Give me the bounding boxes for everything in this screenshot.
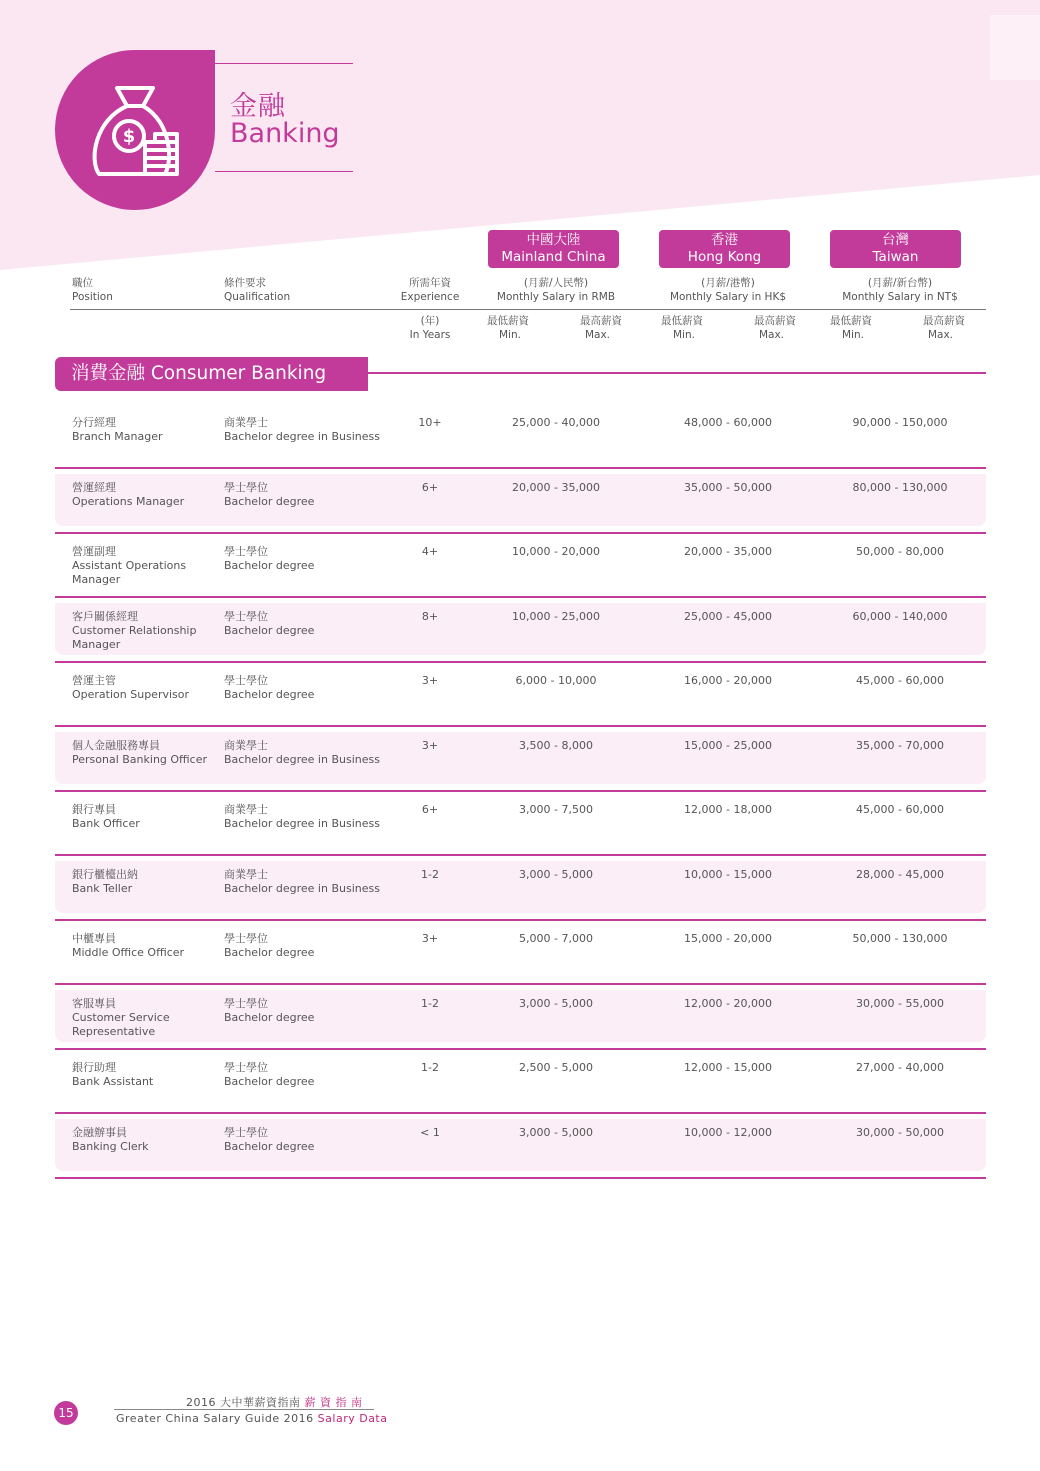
- salary-cn-cell: 5,000 - 7,000: [519, 932, 593, 945]
- salary-cn-cell: 3,000 - 5,000: [519, 997, 593, 1010]
- salary-tw-cell: 30,000 - 50,000: [856, 1126, 944, 1139]
- region-en: Mainland China: [501, 249, 606, 265]
- salary-tw-cell: 28,000 - 45,000: [856, 868, 944, 881]
- position-cell: 營運主管 Operation Supervisor: [72, 674, 190, 701]
- table-row: [55, 1049, 986, 1113]
- salary-cn-cell: 20,000 - 35,000: [512, 481, 600, 494]
- col-sub-cn-min: 最低薪資 Min.: [487, 315, 529, 341]
- region-en: Taiwan: [872, 249, 919, 265]
- footer-title-en: Greater China Salary Guide 2016 Salary Data: [116, 1412, 388, 1425]
- page-title-en: Banking: [230, 118, 340, 149]
- position-cell: 個人金融服務專員 Personal Banking Officer: [72, 739, 208, 766]
- salary-cn-cell: 10,000 - 20,000: [512, 545, 600, 558]
- position-cell: 營運經理 Operations Manager: [72, 481, 185, 508]
- qualification-cell: 學士學位 Bachelor degree: [224, 997, 315, 1024]
- experience-cell: 3+: [421, 932, 439, 945]
- experience-cell: 1-2: [421, 997, 439, 1010]
- position-cell: 銀行助理 Bank Assistant: [72, 1061, 154, 1088]
- col-sub-hk-min: 最低薪資 Min.: [661, 315, 703, 341]
- qualification-cell: 學士學位 Bachelor degree: [224, 1061, 315, 1088]
- table-row: [55, 533, 986, 597]
- salary-tw-cell: 90,000 - 150,000: [852, 416, 948, 429]
- row-divider: [55, 1177, 986, 1179]
- salary-tw-cell: 50,000 - 130,000: [852, 932, 948, 945]
- table-row: [55, 469, 986, 533]
- table-row: [55, 598, 986, 662]
- position-cell: 銀行專員 Bank Officer: [72, 803, 140, 830]
- table-row: [55, 985, 986, 1049]
- position-cell: 金融辦事員 Banking Clerk: [72, 1126, 149, 1153]
- salary-hk-cell: 15,000 - 20,000: [684, 932, 772, 945]
- salary-cn-cell: 6,000 - 10,000: [515, 674, 597, 687]
- salary-tw-cell: 45,000 - 60,000: [856, 674, 944, 687]
- position-cell: 營運副理 Assistant Operations Manager: [72, 545, 187, 586]
- salary-cn-cell: 10,000 - 25,000: [512, 610, 600, 623]
- footer-title-zh: 2016 大中華薪資指南 薪 資 指 南: [186, 1396, 363, 1409]
- experience-cell: 10+: [418, 416, 442, 429]
- col-header-experience: 所需年資 Experience: [400, 277, 460, 303]
- position-cell: 銀行櫃檯出納 Bank Teller: [72, 868, 138, 895]
- salary-cn-cell: 2,500 - 5,000: [519, 1061, 593, 1074]
- table-row: [55, 404, 986, 468]
- header-rule-top: [215, 63, 353, 64]
- salary-cn-cell: 3,500 - 8,000: [519, 739, 593, 752]
- salary-cn-cell: 25,000 - 40,000: [512, 416, 600, 429]
- experience-cell: 6+: [421, 803, 439, 816]
- salary-cn-cell: 3,000 - 5,000: [519, 868, 593, 881]
- salary-tw-cell: 27,000 - 40,000: [856, 1061, 944, 1074]
- qualification-cell: 商業學士 Bachelor degree in Business: [224, 416, 380, 443]
- experience-cell: < 1: [420, 1126, 440, 1139]
- qualification-cell: 學士學位 Bachelor degree: [224, 481, 315, 508]
- salary-tw-cell: 80,000 - 130,000: [852, 481, 948, 494]
- page-title-zh: 金融: [230, 91, 286, 122]
- region-zh: 香港: [711, 232, 738, 248]
- salary-hk-cell: 20,000 - 35,000: [684, 545, 772, 558]
- svg-text:$: $: [122, 126, 136, 147]
- table-row: [55, 1114, 986, 1178]
- region-en: Hong Kong: [687, 249, 762, 265]
- footer-rule: [114, 1409, 374, 1410]
- region-badge-mainland: [488, 230, 619, 268]
- col-header-salary-hk: (月薪/港幣) Monthly Salary in HK$: [669, 277, 787, 303]
- position-cell: 客戶關係經理 Customer Relationship Manager: [72, 610, 197, 651]
- header-rule-bottom: [215, 171, 353, 172]
- qualification-cell: 學士學位 Bachelor degree: [224, 610, 315, 637]
- salary-tw-cell: 45,000 - 60,000: [856, 803, 944, 816]
- table-row: [55, 727, 986, 791]
- experience-cell: 6+: [421, 481, 439, 494]
- col-sub-tw-max: 最高薪資 Max.: [923, 315, 965, 341]
- qualification-cell: 學士學位 Bachelor degree: [224, 545, 315, 572]
- qualification-cell: 商業學士 Bachelor degree in Business: [224, 803, 380, 830]
- salary-hk-cell: 35,000 - 50,000: [684, 481, 772, 494]
- salary-hk-cell: 10,000 - 15,000: [684, 868, 772, 881]
- experience-cell: 3+: [421, 739, 439, 752]
- salary-tw-cell: 50,000 - 80,000: [856, 545, 944, 558]
- qualification-cell: 商業學士 Bachelor degree in Business: [224, 868, 380, 895]
- salary-hk-cell: 12,000 - 18,000: [684, 803, 772, 816]
- region-badge-hongkong: [659, 230, 790, 268]
- salary-tw-cell: 35,000 - 70,000: [856, 739, 944, 752]
- experience-cell: 8+: [421, 610, 439, 623]
- salary-cn-cell: 3,000 - 7,500: [519, 803, 593, 816]
- experience-cell: 1-2: [421, 1061, 439, 1074]
- col-sub-cn-max: 最高薪資 Max.: [580, 315, 622, 341]
- experience-cell: 1-2: [421, 868, 439, 881]
- table-row: [55, 856, 986, 920]
- qualification-cell: 商業學士 Bachelor degree in Business: [224, 739, 380, 766]
- salary-hk-cell: 25,000 - 45,000: [684, 610, 772, 623]
- position-cell: 中櫃專員 Middle Office Officer: [72, 932, 185, 959]
- salary-hk-cell: 15,000 - 25,000: [684, 739, 772, 752]
- table-row: [55, 920, 986, 984]
- region-zh: 台灣: [882, 232, 909, 248]
- experience-cell: 4+: [421, 545, 439, 558]
- region-badge-taiwan: [830, 230, 961, 268]
- position-cell: 分行經理 Branch Manager: [72, 416, 163, 443]
- header-divider: [70, 309, 986, 310]
- col-sub-years: (年) In Years: [409, 315, 451, 341]
- page-number: 15: [54, 1401, 78, 1425]
- col-header-qualification: 條件要求 Qualification: [224, 277, 291, 303]
- col-header-salary-cn: (月薪/人民幣) Monthly Salary in RMB: [496, 277, 616, 303]
- experience-cell: 3+: [421, 674, 439, 687]
- qualification-cell: 學士學位 Bachelor degree: [224, 674, 315, 701]
- region-zh: 中國大陸: [526, 232, 581, 248]
- salary-tw-cell: 30,000 - 55,000: [856, 997, 944, 1010]
- salary-hk-cell: 12,000 - 20,000: [684, 997, 772, 1010]
- salary-hk-cell: 16,000 - 20,000: [684, 674, 772, 687]
- col-header-position: 職位 Position: [72, 277, 113, 303]
- position-cell: 客服專員 Customer Service Representative: [72, 997, 170, 1038]
- col-sub-tw-min: 最低薪資 Min.: [830, 315, 872, 341]
- salary-tw-cell: 60,000 - 140,000: [852, 610, 948, 623]
- qualification-cell: 學士學位 Bachelor degree: [224, 1126, 315, 1153]
- money-bag-icon: [55, 50, 215, 210]
- category-rule: [368, 372, 986, 374]
- salary-hk-cell: 10,000 - 12,000: [684, 1126, 772, 1139]
- col-sub-hk-max: 最高薪資 Max.: [754, 315, 796, 341]
- salary-hk-cell: 48,000 - 60,000: [684, 416, 772, 429]
- table-row: [55, 791, 986, 855]
- qualification-cell: 學士學位 Bachelor degree: [224, 932, 315, 959]
- category-consumer-banking: 消費金融 Consumer Banking: [55, 357, 368, 391]
- salary-cn-cell: 3,000 - 5,000: [519, 1126, 593, 1139]
- salary-hk-cell: 12,000 - 15,000: [684, 1061, 772, 1074]
- col-header-salary-tw: (月薪/新台幣) Monthly Salary in NT$: [842, 277, 958, 303]
- table-row: [55, 662, 986, 726]
